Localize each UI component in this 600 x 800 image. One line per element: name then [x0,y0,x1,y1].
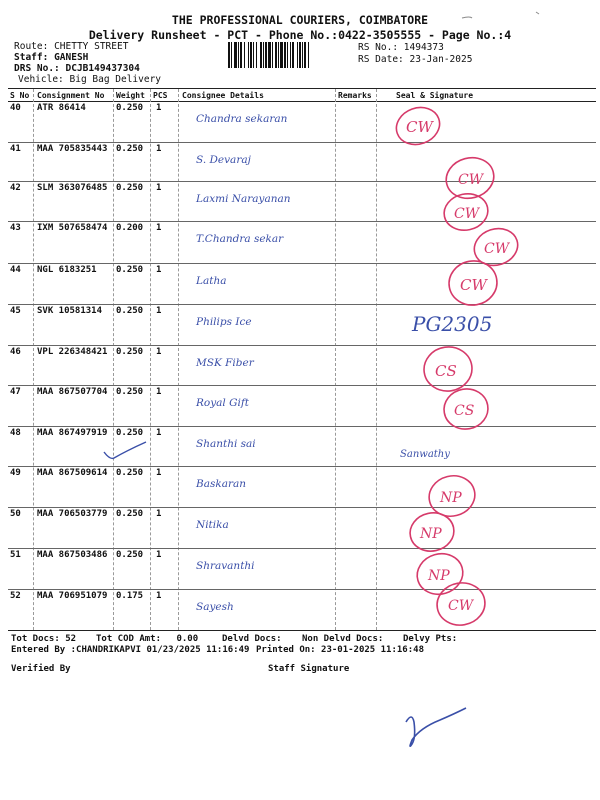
row-consignee: Chandra sekaran [196,113,288,125]
row-consignee: Nitika [196,519,229,531]
barcode-bar [244,42,245,68]
barcode-bar [234,42,237,68]
row-pcs: 1 [156,347,162,357]
row-consignee: Philips Ice [196,316,252,328]
row-pcs: 1 [156,265,162,275]
barcode-bar [253,42,254,68]
handwritten-remark: Sanwathy [400,449,450,460]
row-weight: 0.200 [116,223,144,233]
barcode-bar [287,42,288,68]
delvd-docs-label: Delvd Docs: [222,634,282,644]
table-bottom-rule [8,630,596,631]
row-weight: 0.250 [116,509,144,519]
row-weight: 0.250 [116,550,144,560]
non-delvd-label: Non Delvd Docs: [302,634,384,644]
row-consignment-no: IXM 507658474 [37,223,108,233]
barcode-bar [248,42,249,68]
row-consignee: Latha [196,275,227,287]
row-consignee: Shravanthi [196,560,255,572]
row-pcs: 1 [156,144,162,154]
stamp-text: CS [454,403,475,419]
col-header-seal: Seal & Signature [396,91,474,100]
row-consignee: Laxmi Narayanan [196,193,291,205]
row-pcs: 1 [156,223,162,233]
stamp-text: CW [406,118,433,136]
handwritten-code: PG2305 [412,312,493,336]
stamp-text: CS [435,362,457,380]
row-pcs: 1 [156,509,162,519]
row-rule [8,589,596,590]
staff-value: GANESH [54,52,89,63]
route-value: CHETTY STREET [54,41,129,52]
vehicle-label: Vehicle: [18,74,64,85]
row-sno: 41 [10,144,21,154]
staff-line [14,52,88,63]
row-weight: 0.250 [116,428,144,438]
row-pcs: 1 [156,387,162,397]
row-consignment-no: MAA 706951079 [37,591,108,601]
barcode-bar [268,42,271,68]
barcode-bar [272,42,273,68]
row-weight: 0.250 [116,183,144,193]
tick-mark-icon [104,442,146,458]
row-consignee: T.Chandra sekar [196,233,284,245]
row-sno: 42 [10,183,21,193]
row-sno: 51 [10,550,21,560]
barcode-bar [280,42,283,68]
verified-by-label: Verified By [11,664,71,674]
col-header-pcs: PCS [153,91,168,100]
row-consignee: Shanthi sai [196,438,256,450]
company-title: THE PROFESSIONAL COURIERS, COIMBATORE [171,13,429,27]
entered-by-label: Entered By : [11,645,77,655]
delvy-pts-label: Delvy Pts: [403,634,458,644]
row-consignment-no: MAA 867503486 [37,550,108,560]
row-weight: 0.250 [116,468,144,478]
barcode-bar [302,42,303,68]
stamp-cw [446,257,501,309]
row-consignment-no: MAA 867497919 [37,428,108,438]
col-header-consignee: Consignee Details [182,91,264,100]
row-consignment-no: MAA 706503779 [37,509,108,519]
row-sno: 49 [10,468,21,478]
barcode-bar [278,42,279,68]
stamp-cs [421,344,475,394]
tot-docs-value: 52 [65,634,77,644]
stamp-cw [434,579,489,629]
stamp-text: CW [484,241,510,257]
barcode-bar [263,42,264,68]
row-rule [8,507,596,508]
row-rule [8,385,596,386]
row-sno: 52 [10,591,21,601]
drs-label: DRS No.: [14,63,60,74]
row-consignee: Sayesh [196,601,234,613]
tot-cod-value: 0.00 [176,634,199,644]
row-consignment-no: MAA 867507704 [37,387,108,397]
table-header-rule [8,101,596,102]
row-sno: 48 [10,428,21,438]
barcode-bar [228,42,230,68]
row-rule [8,466,596,467]
row-rule [8,221,596,222]
row-rule [8,142,596,143]
row-weight: 0.250 [116,347,144,357]
entered-by-value: CHANDRIKAPVI 01/23/2025 11:16:49 [76,645,250,655]
barcode-bar [308,42,309,68]
row-pcs: 1 [156,591,162,601]
stamp-text: CW [448,598,474,614]
tot-docs-label: Tot Docs: [11,634,60,644]
row-sno: 47 [10,387,21,397]
drs-line [14,63,140,74]
barcode-bar [260,42,262,68]
barcode-bar [250,42,252,68]
col-header-sno: S No [10,91,30,100]
printed-on-line [256,645,424,655]
staff-label: Staff: [14,52,49,63]
signature-icon [406,708,466,746]
row-consignee: S. Devaraj [196,154,251,166]
row-sno: 43 [10,223,21,233]
row-rule [8,181,596,182]
stamp-text: CW [454,206,480,222]
barcode-bar [297,42,298,68]
row-sno: 46 [10,347,21,357]
row-consignment-no: MAA 705835443 [37,144,108,154]
stamp-text: NP [428,568,450,584]
row-pcs: 1 [156,550,162,560]
row-consignment-no: SLM 363076485 [37,183,108,193]
staff-signature-label: Staff Signature [268,664,350,674]
tot-cod-label: Tot COD Amt: [96,634,162,644]
row-consignee: Baskaran [196,478,247,490]
stamp-np [412,548,467,599]
entered-by-line [11,645,249,655]
row-weight: 0.250 [116,306,144,316]
barcode-bar [284,42,286,68]
row-sno: 40 [10,103,21,113]
row-rule [8,548,596,549]
row-sno: 44 [10,265,21,275]
stamp-cw [442,152,499,203]
stamp-cw [441,190,492,234]
rs-no-label: RS No.: [358,42,399,53]
row-sno: 50 [10,509,21,519]
stamp-text: NP [420,526,442,542]
runsheet-title: Delivery Runsheet - PCT - Phone No.:0422-3505555 - Page No.:4 [88,28,512,42]
rs-date-label: RS Date: [358,54,404,65]
rs-date-value: 23-Jan-2025 [409,54,473,65]
drs-value: DCJB149437304 [65,63,140,74]
stamp-np [425,471,479,521]
col-header-consignment: Consignment No [37,91,105,100]
row-pcs: 1 [156,306,162,316]
stamp-cw [391,102,445,151]
row-pcs: 1 [156,428,162,438]
row-pcs: 1 [156,183,162,193]
row-consignment-no: NGL 6183251 [37,265,97,275]
barcode-bar [240,42,242,68]
table-top-rule [8,88,596,89]
barcode-icon [228,42,352,68]
row-pcs: 1 [156,103,162,113]
row-weight: 0.250 [116,103,144,113]
stamp-text: CW [458,172,484,188]
row-sno: 45 [10,306,21,316]
vehicle-value: Big Bag Delivery [69,74,162,85]
row-rule [8,263,596,264]
stamp-text: NP [440,490,462,506]
row-consignee: Royal Gift [196,397,249,409]
barcode-bar [238,42,239,68]
row-weight: 0.250 [116,265,144,275]
rs-no-value: 1494373 [403,42,444,53]
printed-on-label: Printed On: [256,645,316,655]
row-weight: 0.175 [116,591,144,601]
barcode-bar [299,42,301,68]
row-consignment-no: MAA 867509614 [37,468,108,478]
row-rule [8,426,596,427]
route-line [14,41,128,52]
printed-on-value: 23-01-2025 11:16:48 [321,645,424,655]
vehicle-line [18,74,161,85]
barcode-bar [231,42,232,68]
barcode-bar [256,42,257,68]
footer-totals [11,634,76,644]
row-rule [8,345,596,346]
rs-no-line [358,42,444,53]
stamp-text: CW [460,276,487,294]
barcode-bar [304,42,306,68]
barcode-bar [265,42,267,68]
row-weight: 0.250 [116,387,144,397]
row-rule [8,304,596,305]
row-consignment-no: ATR 86414 [37,103,86,113]
barcode-bar [290,42,291,68]
barcode-bar [275,42,277,68]
rs-date-line [358,54,472,65]
barcode-bar [292,42,294,68]
row-consignment-no: SVK 10581314 [37,306,103,316]
col-header-weight: Weight [116,91,145,100]
row-weight: 0.250 [116,144,144,154]
col-header-remarks: Remarks [338,91,372,100]
row-consignee: MSK Fiber [196,357,254,369]
route-label: Route: [14,41,49,52]
row-pcs: 1 [156,468,162,478]
footer-cod [96,634,198,644]
row-consignment-no: VPL 226348421 [37,347,108,357]
